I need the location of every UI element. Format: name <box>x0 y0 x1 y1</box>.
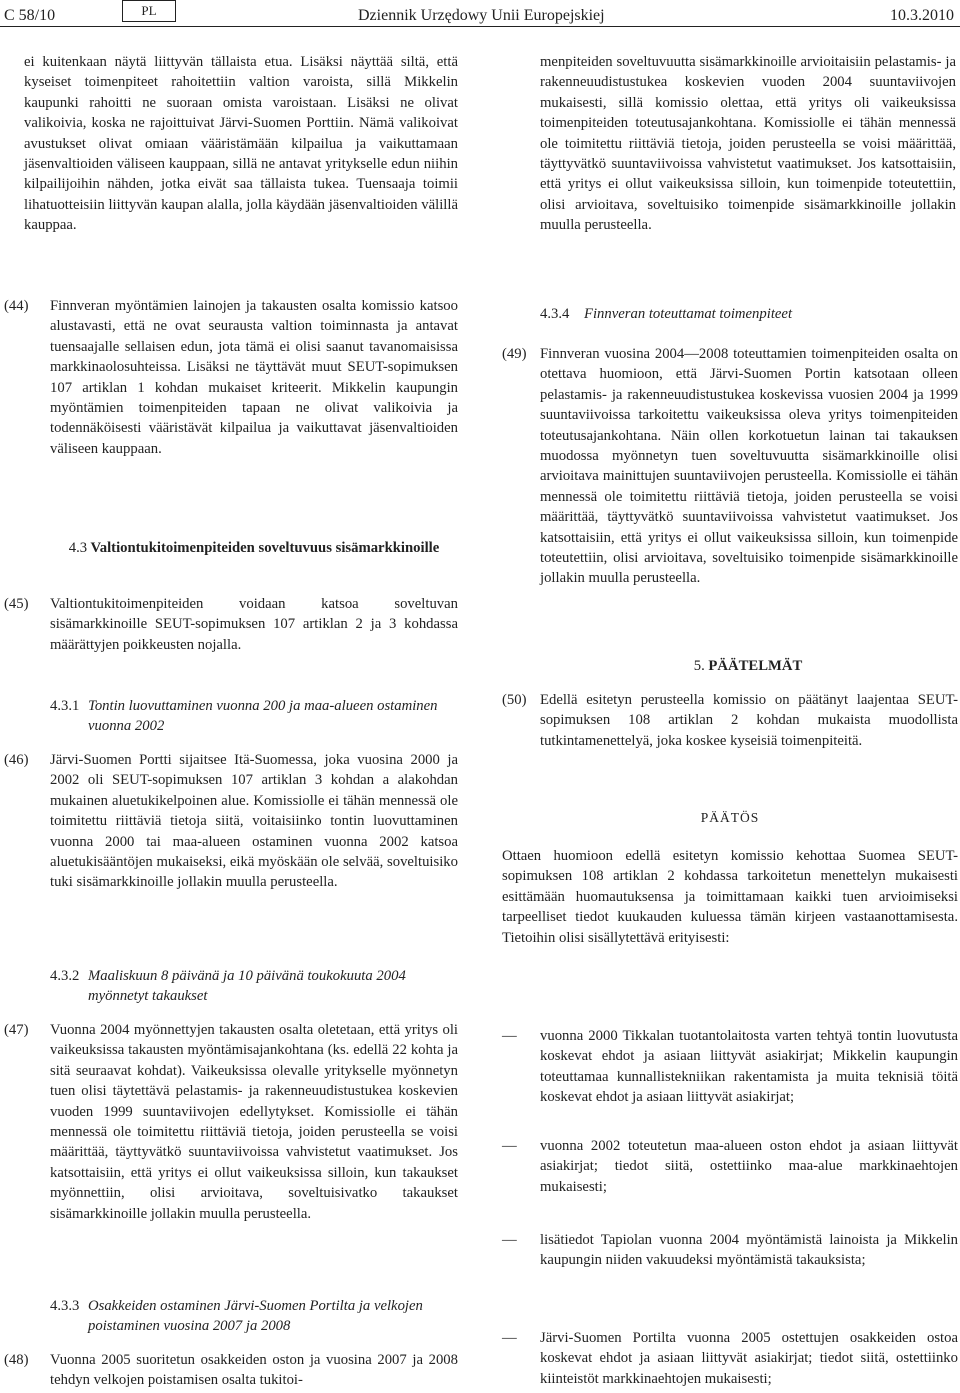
paragraph-number: (46) <box>4 752 29 768</box>
paragraph-50 <box>502 690 958 751</box>
continuation-right: menpiteiden soveltuvuutta sisämarkkinoille arvioitaisiin pelastamis- ja rakenneuudistustukea koskevien vuoden 2004 suuntaviivojen mukaisesti, sillä komissio olettaa, että yritys oli vaikeuksissa toimenpiteiden toteutusajankohtana. Komissiolle ei tähän mennessä ole toimitettu riittäviä tietoja, joiden perusteella se voisi määrittää, täyttyvätkö suuntaviivoissa vahvistetut vaatimukset. Jos katsottaisiin, että yritys ei ollut vaikeuksissa silloin, kun toimenpide toteutettiin, olisi arvioitava, soveltuisiko toimenpide sisämarkkinoille jollakin muulla perusteella. <box>540 54 956 234</box>
paragraph-number: (45) <box>4 596 29 612</box>
dash-marker: — <box>502 1330 517 1346</box>
section-title: Finnveran toteuttamat toimenpiteet <box>584 306 793 322</box>
paragraph-text: Finnveran vuosina 2004—2008 toteuttamien toimenpiteiden osalta on otettava huomioon, että Järvi-Suomen Portin katsotaan olleen pelastamis- ja rakenneuudistustukea koskevissa vuosien 2004 ja 1999 suuntaviivoissa tarkoitettu vaikeuksissa oleva yritys toimenpiteiden toteutusajankohtana. Näin ollen korkotuetun lainan tai takauksen muodossa myönnetyn tuen soveltuvuutta sisämarkkinoille olisi arvioitava mainittujen suuntaviivojen perusteella. Komissiolle ei tähän mennessä ole toimitettu riittäviä tietoja, joiden perusteella se voisi määrittää, täyttyvätkö suuntaviivoissa vahvistetut vaatimukset. Jos katsottaisiin, että yritys ei ollut vaikeuksissa silloin, kun toimenpide toteutettiin, olisi arvioitava, soveltuisiko toimenpide sisämarkkinoille jollakin muulla perusteella. <box>540 346 958 587</box>
paragraph-number: (47) <box>4 1022 29 1038</box>
paragraph-number: (48) <box>4 1352 29 1368</box>
decision-title: PÄÄTÖS <box>700 810 760 825</box>
paragraph-48 <box>0 1350 458 1391</box>
section-title: Osakkeiden ostaminen Järvi-Suomen Portilta ja velkojen poistaminen vuosina 2007 ja 2008 <box>88 1298 423 1335</box>
page-header <box>0 0 960 40</box>
list-item <box>502 1230 958 1271</box>
dash-marker: — <box>502 1138 517 1154</box>
section-4-3-3-heading <box>50 1296 458 1337</box>
section-number: 4.3.3 <box>50 1298 80 1314</box>
paragraph-number: (50) <box>502 692 527 708</box>
section-title: Tontin luovuttaminen vuonna 200 ja maa-alueen ostaminen vuonna 2002 <box>88 698 438 735</box>
section-4-3-2-heading <box>50 966 458 1007</box>
section-number: 4.3 <box>68 540 88 556</box>
paragraph-text: Vuonna 2005 suoritetun osakkeiden oston ja vuosina 2007 ja 2008 tehdyn velkojen poistamisen osalta tukitoi- <box>50 1352 458 1389</box>
section-4-3-4-heading <box>540 304 956 324</box>
section-4-3-1-heading <box>50 696 458 737</box>
paragraph-text: Valtiontukitoimenpiteiden voidaan katsoa soveltuvan sisämarkkinoille SEUT-sopimuksen 107 artiklan 2 ja 3 kohdassa määrättyjen poikkeusten nojalla. <box>50 596 458 653</box>
paragraph-text: Edellä esitetyn perusteella komissio on päätänyt laajentaa SEUT-sopimuksen 108 artiklan 2 kohdan mukaista muodollista tutkintamenettelyä, joka koskee kyseisiä toimenpiteitä. <box>540 692 958 749</box>
list-item-text: lisätiedot Tapiolan vuonna 2004 myöntämistä lainoista ja Mikkelin kaupungin niiden vakuudeksi myöntämistä takauksista; <box>540 1232 958 1269</box>
list-item <box>502 1328 958 1389</box>
section-title: Maaliskuun 8 päivänä ja 10 päivänä toukokuuta 2004 myönnetyt takaukset <box>88 968 406 1005</box>
header-rule <box>0 26 960 27</box>
publication-date: 10.3.2010 <box>890 7 954 24</box>
list-item-text: vuonna 2000 Tikkalan tuotantolaitosta varten tehtyä tontin luovutusta koskevat ehdot ja asiaan liittyvät asiakirjat; Mikkelin kaupungin toteuttamaa kunnallistekniikan rakentamista ja muita teknisiä töitä koskevat ehdot ja asiaan liittyvät asiakirjat; <box>540 1028 958 1106</box>
section-number: 4.3.1 <box>50 698 80 714</box>
paragraph-text: Finnveran myöntämien lainojen ja takausten osalta komissio katsoo alustavasti, että ne ovat seurausta valtion toiminnasta ja antavat tuensaajalle sellaisen edun, jota tämä ei olisi saanut tavanomaisissa markkinaolosuhteissa. Lisäksi ne täyttävät muut SEUT-sopimuksen 107 artiklan 1 kohdan mukaiset kriteerit. Mikkelin kaupungin myöntämien toimenpiteiden tapaan ne olivat valikoivia ja todennäköisesti vääristävät kilpailua ja vaikuttavat jäsenvaltioiden väliseen kauppaan. <box>50 298 458 457</box>
paragraph-number: (49) <box>502 346 527 362</box>
dash-marker: — <box>502 1232 517 1248</box>
section-title: Valtiontukitoimenpiteiden soveltuvuus sisämarkkinoille <box>90 540 440 556</box>
section-5-heading <box>540 656 956 676</box>
list-item <box>502 1026 958 1108</box>
paragraph-text: Vuonna 2004 myönnettyjen takausten osalta oletetaan, että yritys oli vaikeuksissa takausten myöntämisajankohtana (ks. edellä 22 kohta ja sitä seuraavat kohdat). Vaikeuksissa olevalle yritykselle myönnetyn tuen olisi täytettävä pelastamis- ja rakenneuudistustukea koskevien vuoden 1999 suuntaviivojen edellytykset. Komissiolle ei tähän mennessä ole toimitettu riittäviä tietoja, joiden perusteella se voisi määrittää, täyttyvätkö suuntaviivoissa vahvistetut vaatimukset. Jos katsottaisiin, että yritys ei ollut vaikeuksissa silloin, kun takaukset myönnettiin, olisi arvioitava, soveltuisivatko takaukset sisämarkkinoille jollakin muulla perusteella. <box>50 1022 458 1222</box>
continuation-left: ei kuitenkaan näytä liittyvän tällaista etua. Lisäksi näyttää siltä, että kyseiset toimenpiteet rahoitettiin valtion varoista, sillä Mikkelin kaupunki rahoitti ne suoraan omista varoistaan. Lisäksi ne olivat valikoivia, koska ne rajoittuivat Järvi-Suomen Porttiin. Nämä valikoivat avustukset olivat omiaan vääristämään kilpailua ja vaikuttamaan jäsenvaltioiden väliseen kauppaan, sillä ne antavat yritykselle edun niihin kilpailijoihin nähden, jotka eivät saa tällaista tukea. Tuensaaja toimii lihatuotteisiin liittyvän kaupan alalla, jolla käydään jäsenvaltioiden välillä kauppaa. <box>24 54 458 234</box>
language-box: PL <box>122 0 176 22</box>
list-item-text: vuonna 2002 toteutetun maa-alueen oston ehdot ja asiaan liittyvät asiakirjat; tiedot siitä, ostettiinko maa-alue markkinaehtojen mukaisesti; <box>540 1138 958 1195</box>
list-item-text: Järvi-Suomen Portilta vuonna 2005 ostettujen osakkeiden ostoa koskevat ehdot ja asiaan liittyvät asiakirjat; tiedot siitä, ostettiinko kiinteistöt markkinaehtojen mukaisesti; <box>540 1330 958 1387</box>
paragraph-47 <box>0 1020 458 1224</box>
journal-title: Dziennik Urzędowy Unii Europejskiej <box>358 7 605 24</box>
paragraph-44 <box>0 296 458 459</box>
section-4-3-heading <box>50 538 458 558</box>
page-number: C 58/10 <box>4 7 56 24</box>
list-item <box>502 1136 958 1197</box>
dash-marker: — <box>502 1028 517 1044</box>
paragraph-45 <box>0 594 458 655</box>
section-number: 5. <box>693 658 705 674</box>
paragraph-46 <box>0 750 458 893</box>
paragraph-number: (44) <box>4 298 29 314</box>
section-number: 4.3.2 <box>50 968 80 984</box>
paragraph-49 <box>502 344 958 589</box>
section-number: 4.3.4 <box>540 306 570 322</box>
paragraph-text: Järvi-Suomen Portti sijaitsee Itä-Suomessa, joka vuosina 2000 ja 2002 oli SEUT-sopimuksen 107 artiklan 3 kohdan a alakohdan mukainen aluetukikelpoinen alue. Komissiolle ei tähän mennessä ole toimitettu riittäviä tietoja siitä, voitaisiinko tontin luovuttaminen vuonna 2000 tai maa-alueen ostaminen vuonna 2002 katsoa aluetukisääntöjen mukaiseksi, eikä myöskään ole selvää, soveltuisiko tuki sisämarkkinoille jollakin muulla perusteella. <box>50 752 458 891</box>
section-title: PÄÄTELMÄT <box>708 658 803 674</box>
decision-text: Ottaen huomioon edellä esitetyn komissio kehottaa Suomea SEUT-sopimuksen 108 artiklan 2 kohdassa tarkoitetun menettelyn mukaisesti esittämään huomautuksensa ja toimittamaan kaikki tuen arvioimiseksi tarpeelliset tiedot kuukauden kuluessa tämän kirjeen vastaanottamisesta. Tietoihin olisi sisällytettävä erityisesti: <box>502 848 958 946</box>
